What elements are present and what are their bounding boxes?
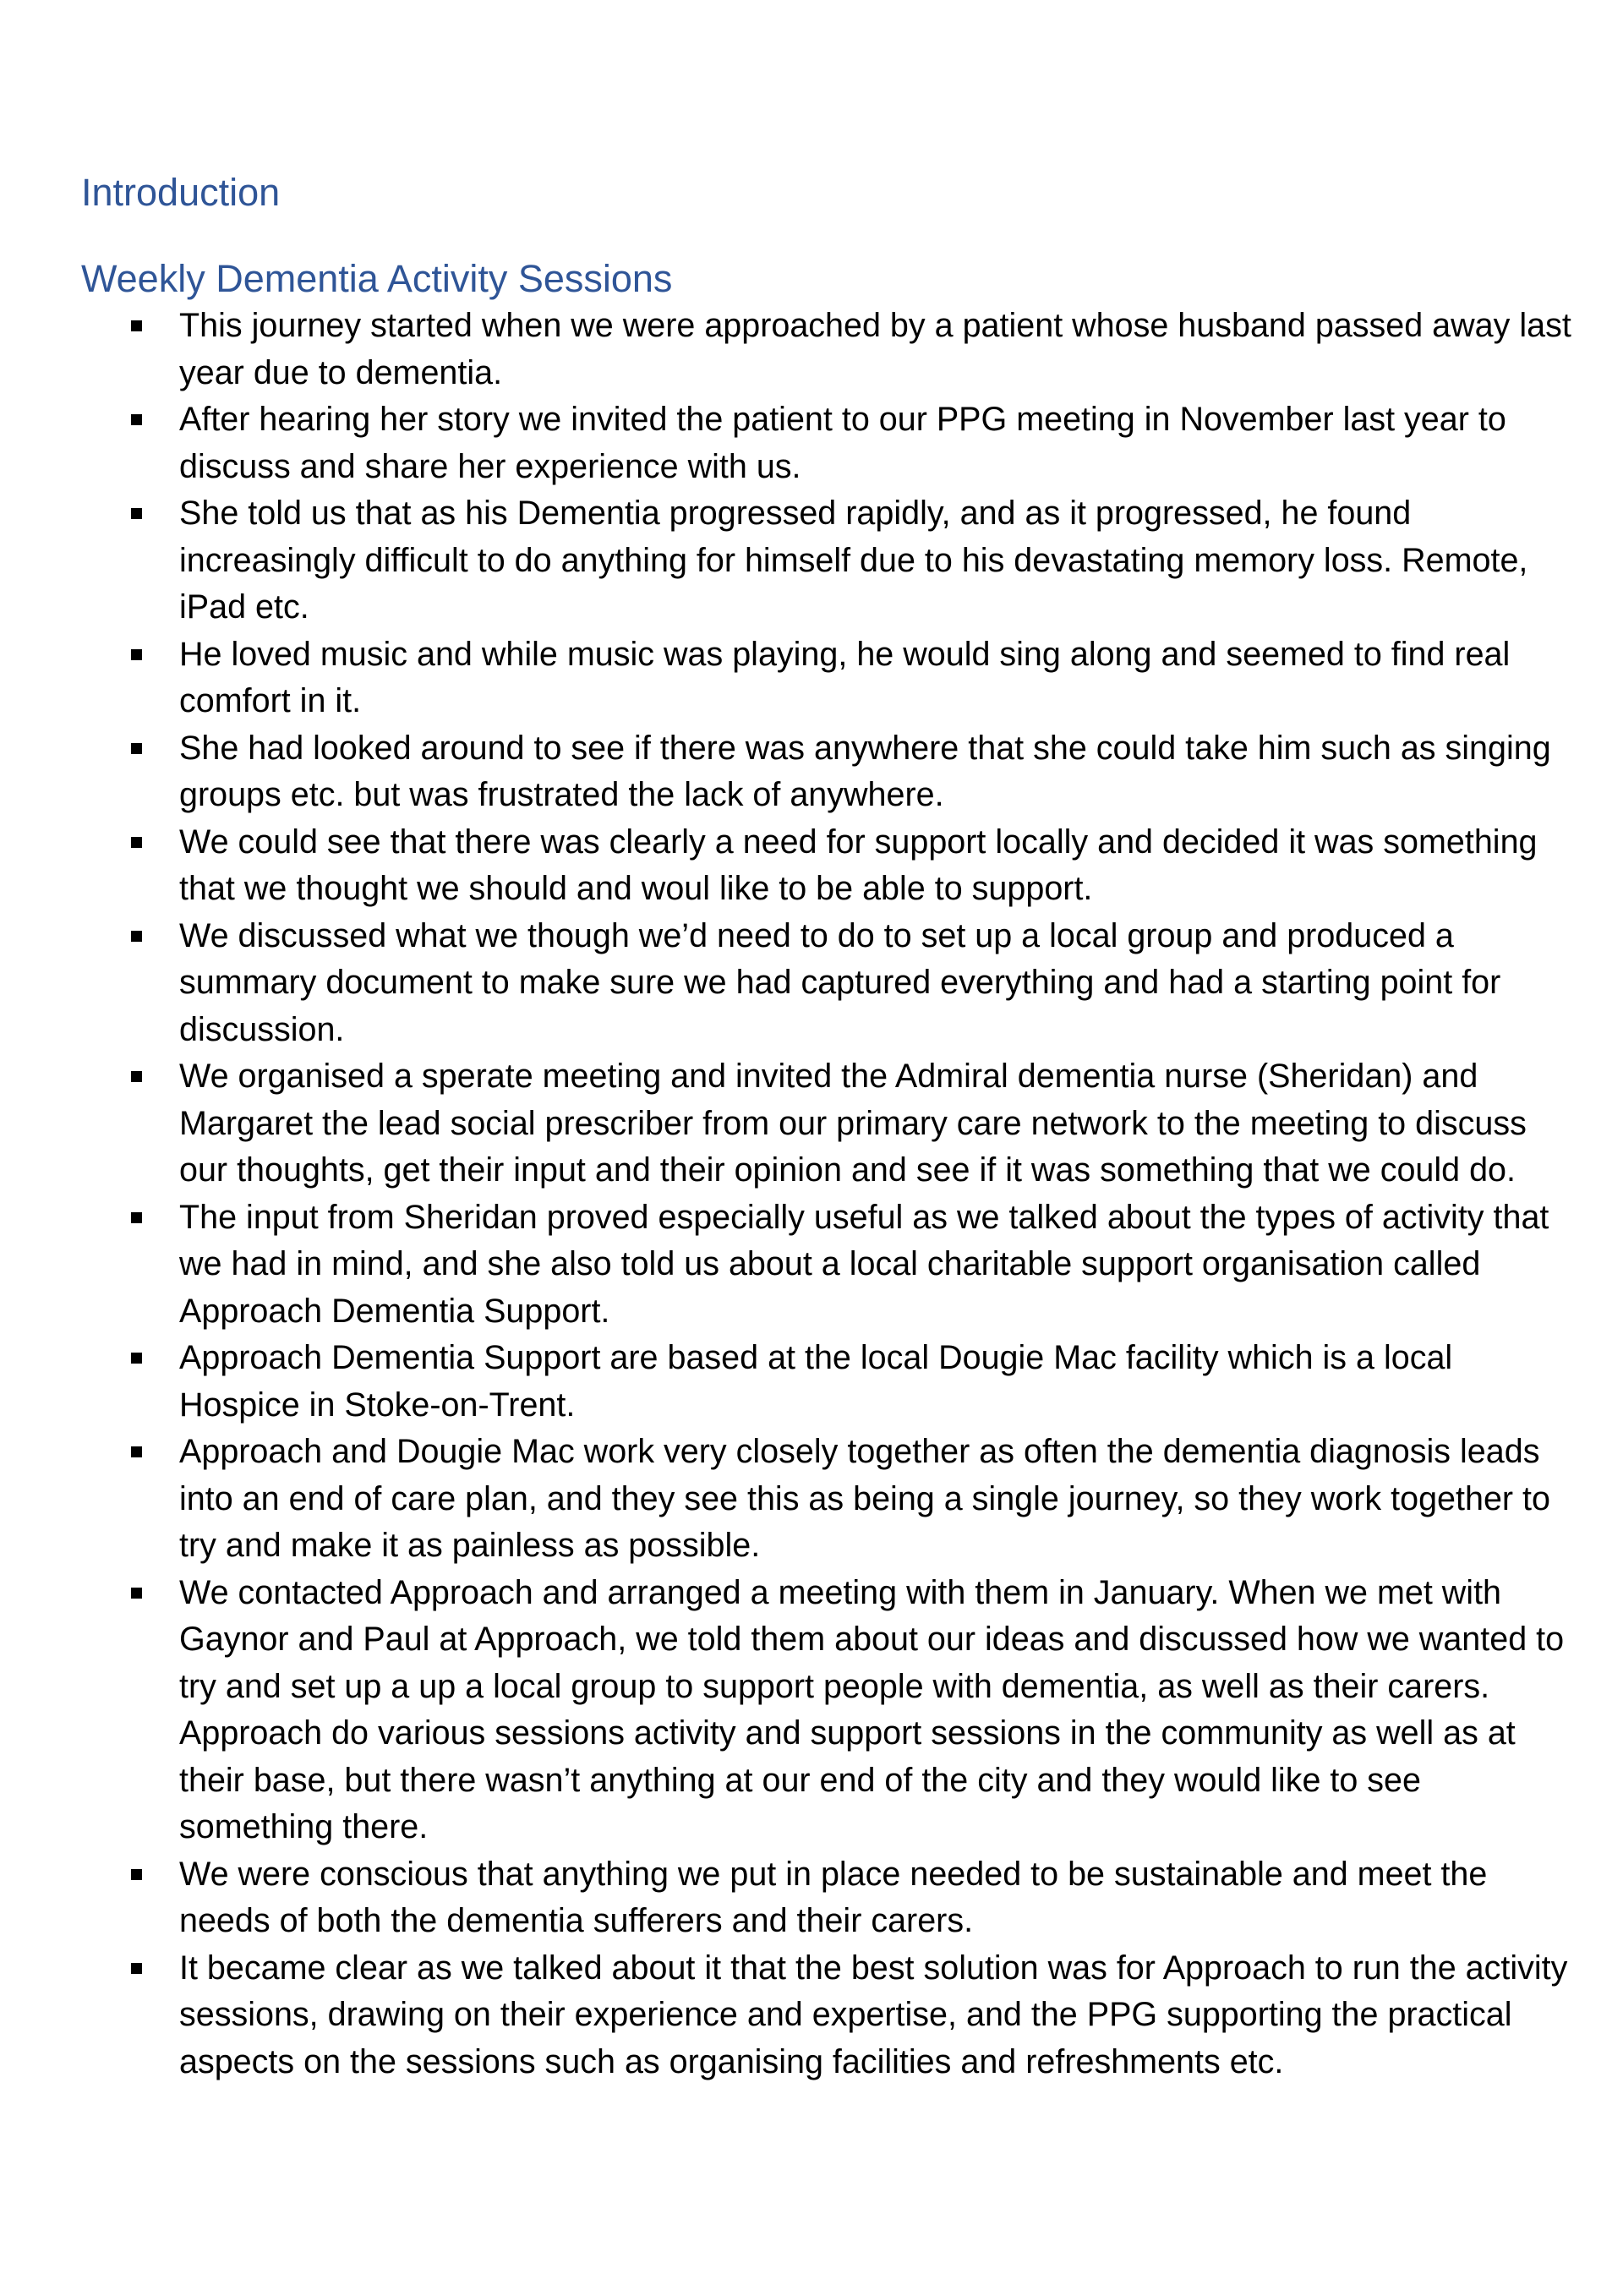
bullet-item bbox=[127, 631, 1581, 725]
bullet-text: We could see that there was clearly a need for support locally and decided it was something that we thought we should and woul like to be able to support. bbox=[179, 823, 1538, 907]
bullet-text: We were conscious that anything we put in place needed to be sustainable and meet the needs of both the dementia sufferers and their carers. bbox=[179, 1855, 1488, 1939]
bullet-item bbox=[127, 725, 1581, 819]
square-bullet-icon bbox=[131, 1446, 142, 1457]
bullet-item bbox=[127, 1053, 1581, 1194]
bullet-item bbox=[127, 1194, 1581, 1336]
bullet-item bbox=[127, 913, 1581, 1054]
bullet-text: This journey started when we were approached by a patient whose husband passed away last year due to dementia. bbox=[179, 307, 1571, 391]
square-bullet-icon bbox=[131, 931, 142, 942]
bullet-item bbox=[127, 819, 1581, 913]
bullet-text: The input from Sheridan proved especially useful as we talked about the types of activity that we had in mind, and she also told us about a local charitable support organisation called Approach Dementia Support. bbox=[179, 1198, 1549, 1330]
square-bullet-icon bbox=[131, 1353, 142, 1364]
square-bullet-icon bbox=[131, 1212, 142, 1223]
square-bullet-icon bbox=[131, 743, 142, 754]
bullet-item bbox=[127, 303, 1581, 396]
bullet-item bbox=[127, 1335, 1581, 1429]
square-bullet-icon bbox=[131, 320, 142, 331]
bullet-text: Approach Dementia Support are based at the local Dougie Mac facility which is a local Hospice in Stoke-on-Trent. bbox=[179, 1339, 1453, 1424]
bullet-item bbox=[127, 490, 1581, 631]
square-bullet-icon bbox=[131, 649, 142, 660]
bullet-text: After hearing her story we invited the patient to our PPG meeting in November last year to discuss and share her experience with us. bbox=[179, 401, 1506, 485]
bullet-text: Approach and Dougie Mac work very closely together as often the dementia diagnosis leads into an end of care plan, and they see this as being a single journey, so they work together to try and make it as painless as possible. bbox=[179, 1433, 1550, 1564]
weekly-sessions-heading: Weekly Dementia Activity Sessions bbox=[81, 257, 673, 300]
bullet-text: She had looked around to see if there was anywhere that she could take him such as singing groups etc. but was frustrated the lack of anywhere. bbox=[179, 729, 1551, 813]
bullet-item bbox=[127, 1851, 1581, 1945]
bullet-text: She told us that as his Dementia progressed rapidly, and as it progressed, he found increasingly difficult to do anything for himself due to his devastating memory loss. Remote, iPad etc. bbox=[179, 495, 1528, 626]
square-bullet-icon bbox=[131, 1588, 142, 1599]
square-bullet-icon bbox=[131, 414, 142, 425]
square-bullet-icon bbox=[131, 1869, 142, 1880]
bullet-item bbox=[127, 396, 1581, 490]
bullet-item bbox=[127, 1570, 1581, 1851]
introduction-heading: Introduction bbox=[81, 171, 281, 214]
bullet-text: It became clear as we talked about it that the best solution was for Approach to run the activity sessions, drawing on their experience and expertise, and the PPG supporting the practical aspects on the sessions such as organising facilities and refreshments etc. bbox=[179, 1949, 1568, 2080]
square-bullet-icon bbox=[131, 1963, 142, 1974]
bullet-text: We contacted Approach and arranged a meeting with them in January. When we met with Gaynor and Paul at Approach, we told them about our ideas and discussed how we wanted to try and set up a up a local group to support people with dementia, as well as their carers. Approach do various sessions activity and support sessions in the community as well as at their base, but there wasn’t anything at our end of the city and they would like to see something there. bbox=[179, 1573, 1565, 1845]
bullet-list bbox=[127, 303, 1581, 2086]
bullet-text: He loved music and while music was playing, he would sing along and seemed to find real comfort in it. bbox=[179, 635, 1511, 719]
bullet-item bbox=[127, 1945, 1581, 2086]
bullet-text: We organised a sperate meeting and invited the Admiral dementia nurse (Sheridan) and Margaret the lead social prescriber from our primary care network to the meeting to discuss our thoughts, get their input and their opinion and see if it was something that we could do. bbox=[179, 1058, 1527, 1189]
bullet-text: We discussed what we though we’d need to do to set up a local group and produced a summary document to make sure we had captured everything and had a starting point for discussion. bbox=[179, 916, 1501, 1048]
square-bullet-icon bbox=[131, 508, 142, 519]
square-bullet-icon bbox=[131, 1071, 142, 1082]
square-bullet-icon bbox=[131, 837, 142, 848]
bullet-item bbox=[127, 1429, 1581, 1570]
